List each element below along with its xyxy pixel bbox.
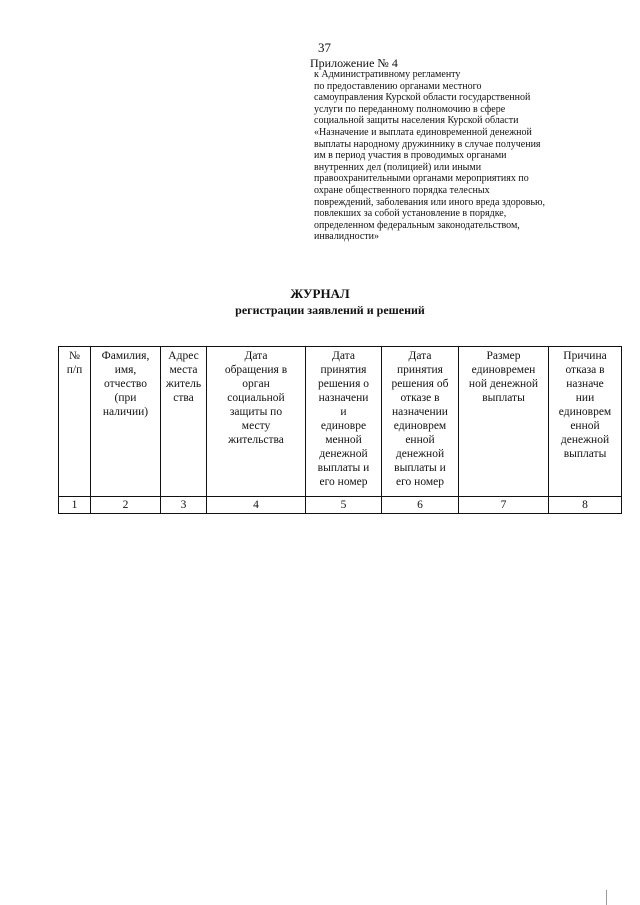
journal-subtitle: регистрации заявлений и решений bbox=[235, 303, 425, 317]
header-cell-refusal-decision: Дата принятия решения об отказе в назначении единоврем енной денежной выплаты и его номер bbox=[382, 347, 459, 497]
appendix-title: Приложение № 4 bbox=[310, 56, 398, 70]
header-cell-application-date: Дата обращения в орган социальной защиты по месту жительства bbox=[207, 347, 306, 497]
header-cell-approval-decision: Дата принятия решения о назначени и единовре менной денежной выплаты и его номер bbox=[306, 347, 382, 497]
column-number-cell: 7 bbox=[459, 497, 549, 514]
column-number-cell: 4 bbox=[207, 497, 306, 514]
header-cell-number: № п/п bbox=[59, 347, 91, 497]
page-number: 37 bbox=[318, 40, 331, 55]
column-number-cell: 5 bbox=[306, 497, 382, 514]
column-number-cell: 6 bbox=[382, 497, 459, 514]
journal-title: ЖУРНАЛ bbox=[290, 286, 350, 301]
header-cell-payment-amount: Размер единовремен ной денежной выплаты bbox=[459, 347, 549, 497]
table-number-row bbox=[59, 497, 622, 514]
column-number-cell: 2 bbox=[91, 497, 161, 514]
appendix-text: к Административному регламенту по предоставлению органами местного самоуправления Курской области государственной услуги по переданному полномочию в сфере социальной защиты населения Курской области «Назначение и выплата единовременной денежной выплаты народному дружиннику в случае получения им в период участия в проводимых органами внутренних дел (полицией) или иными правоохранительными органами мероприятиях по охране общественного порядка телесных повреждений, заболевания или иного вреда здоровью, повлекших за собой установление в порядке, определенном федеральным законодательством, инвалидности» bbox=[314, 69, 546, 243]
column-number-cell: 3 bbox=[161, 497, 207, 514]
column-number-cell: 8 bbox=[549, 497, 622, 514]
header-cell-full-name: Фамилия, имя, отчество (при наличии) bbox=[91, 347, 161, 497]
registration-table bbox=[58, 346, 622, 514]
table-header-row bbox=[59, 347, 622, 497]
header-cell-refusal-reason: Причина отказа в назначе нии единоврем енной денежной выплаты bbox=[549, 347, 622, 497]
scan-edge-mark bbox=[606, 890, 607, 905]
header-cell-address: Адрес места житель ства bbox=[161, 347, 207, 497]
column-number-cell: 1 bbox=[59, 497, 91, 514]
